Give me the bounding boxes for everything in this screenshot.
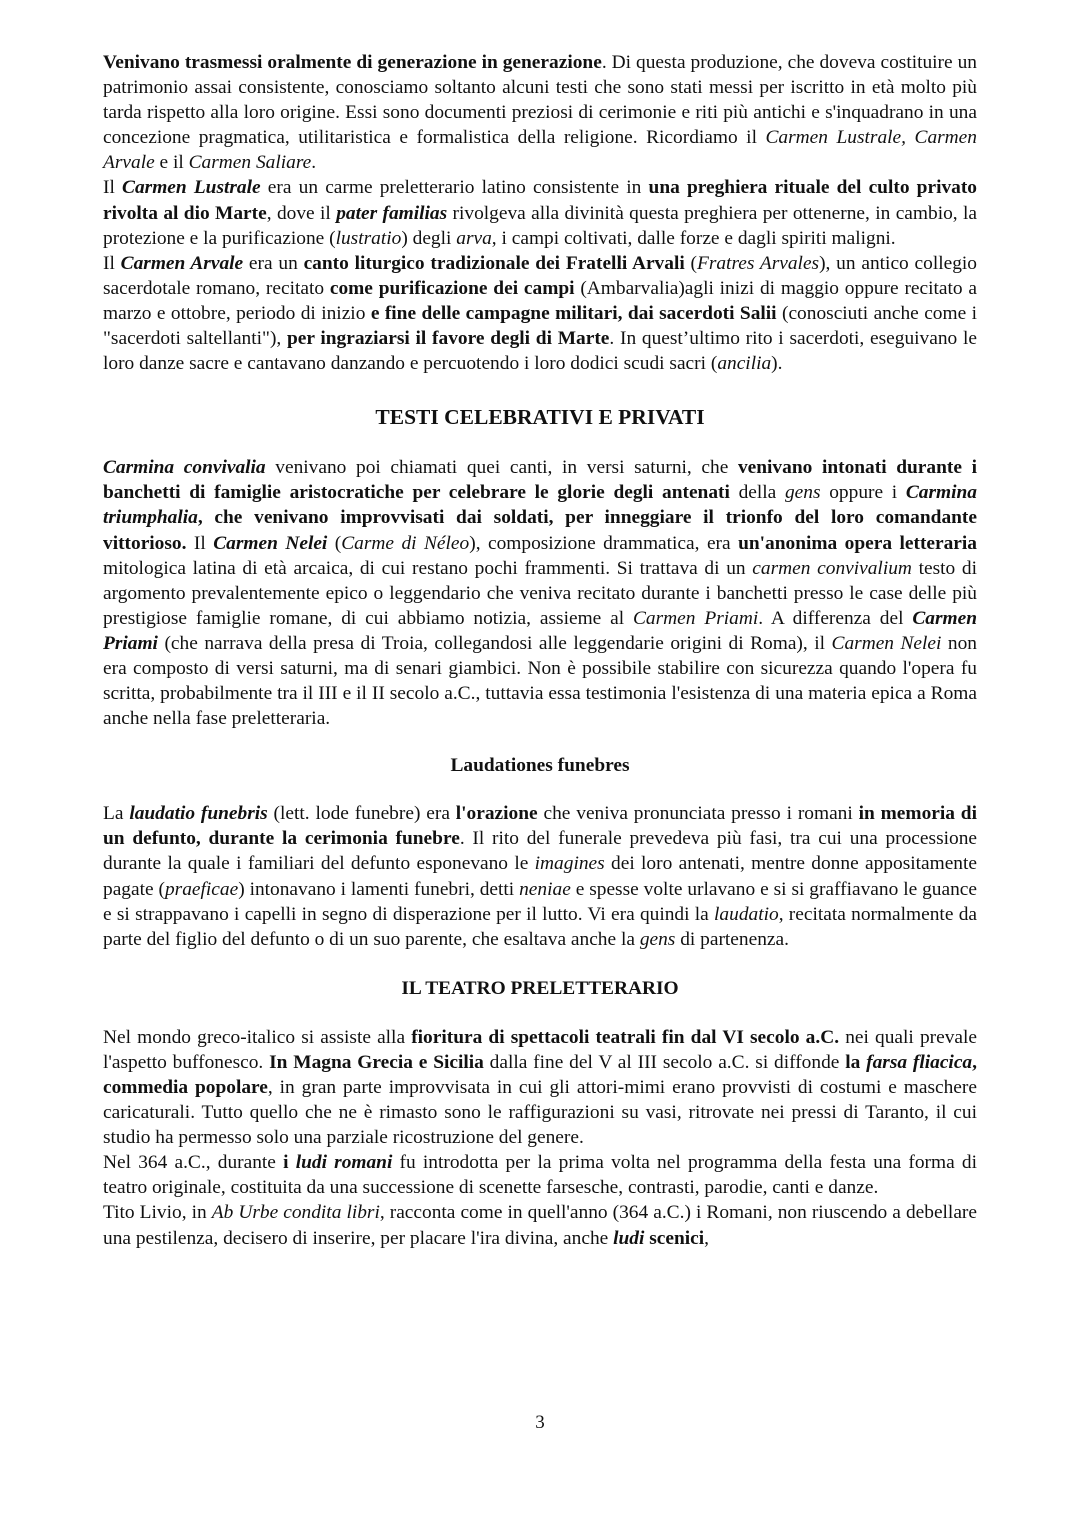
text-run: lustratio (335, 227, 402, 249)
text-run: laudatio (714, 903, 779, 925)
heading-laudationes-funebres: Laudationes funebres (450, 755, 630, 777)
text-run: canto liturgico tradizionale dei Fratelli Arvali (303, 252, 685, 274)
text-run: (Ambarvalia)agli inizi di maggio oppure recitato a marzo e ottobre, periodo di inizio (103, 277, 978, 324)
text-run: di partenenza. (675, 928, 789, 950)
text-run: farsa fliacica (866, 1051, 973, 1073)
paragraph-ludi-romani (103, 1150, 977, 1200)
text-run: , in gran parte improvvisata in cui gli attori-mimi erano provvisti di costumi e maschere caricaturali. Tutto quello che ne è rimasto sono le raffigurazioni su vasi, ritrovate nei pressi di Taranto, il cui studio ha permesso solo una parziale ricostruzione del genere. (103, 1077, 977, 1149)
paragraph-oral-tradition (103, 50, 977, 175)
text-run: ( (684, 252, 697, 274)
text-run: Il (186, 532, 214, 554)
paragraph-carmina-convivalia (103, 455, 977, 731)
text-run: Il (103, 177, 123, 199)
text-run: , (704, 1227, 710, 1249)
text-run: Fratres Arvales (696, 252, 820, 274)
text-run: venivano poi chiamati quei canti, in versi saturni, che (265, 457, 738, 479)
paragraph-carmen-arvale (103, 251, 977, 376)
text-run: oppure i (820, 482, 906, 504)
text-run: in memoria di un defunto, durante la cerimonia funebre (103, 803, 977, 850)
paragraph-tito-livio (103, 1200, 977, 1250)
text-run: gens (784, 482, 821, 504)
text-run: che veniva pronunciata presso i romani (537, 803, 859, 825)
text-run: per ingraziarsi il favore degli di Marte (287, 328, 610, 350)
text-run: non era composto di versi saturni, ma di senari giambici. Non è possibile stabilire con sicurezza quando l'opera fu scritta, probabilmente tra il III e il II secolo a.C., tuttavia essa testimonia l'esistenza di una materia epica a Roma anche nella fase preletteraria. (103, 632, 978, 730)
text-run: (che narrava della presa di Troia, collegandosi alle leggendarie origini di Roma), il (157, 632, 832, 654)
text-run: e spesse volte urlavano e si si graffiavano le guance e si strappavano i capelli in segno di disperazione per il lutto. Vi era quindi la (103, 878, 977, 925)
text-run: . In quest’ultimo rito i sacerdoti, eseguivano le loro danze sacre e cantavano danzando e percuotendo i loro dodici scudi sacri ( (103, 328, 977, 375)
text-run: Carmen Saliare (188, 152, 312, 174)
text-run: (conosciuti anche come i "sacerdoti saltellanti"), (103, 302, 977, 350)
paragraph-laudatio-funebris (103, 801, 977, 952)
text-run: Carme di Néleo (341, 532, 470, 554)
text-run: neniae (519, 878, 571, 900)
text-run: la (845, 1051, 867, 1073)
text-run: come purificazione dei campi (329, 277, 575, 299)
text-run: mitologica latina di età arcaica, di cui restano pochi frammenti. Si trattava di un (103, 557, 753, 579)
text-run: Carmen Priami (103, 607, 977, 654)
text-run: . Di questa produzione, che doveva costituire un patrimonio assai consistente, conosciamo soltanto alcuni testi che sono stati messi per iscritto in età molto più tarda rispetto alla loro origine. Essi sono documenti preziosi di cerimonie e riti più antichi e s'inquadrano in una concezione pragmatica, utilitaristica e formalistica della religione. Ricordiamo il (103, 52, 977, 149)
text-run: La (103, 803, 130, 825)
text-run: , dove il (266, 202, 337, 224)
text-run: , commedia popolare (103, 1051, 977, 1098)
text-run: ) intonavano i lamenti funebri, detti (238, 878, 520, 900)
text-run: . Il rito del funerale prevedeva più fasi, tra cui una processione durante la quale i familiari del defunto esponevano le (103, 828, 977, 875)
page-number: 3 (535, 1412, 545, 1433)
text-run: era un carme preletterario latino consistente in (260, 177, 649, 199)
text-run: In Magna Grecia e Sicilia (269, 1051, 484, 1073)
text-run: , racconta come in quell'anno (364 a.C.) i Romani, non riuscendo a debellare una pestilenza, decisero di inserire, per placare l'ira divina, anche (103, 1202, 977, 1249)
text-run: Venivano trasmessi oralmente di generazione in generazione (103, 52, 602, 73)
text-run: dei loro antenati, mentre donne appositamente pagate ( (103, 853, 978, 900)
text-run: ), un antico collegio sacerdotale romano, recitato (103, 252, 977, 299)
text-run: arva (456, 227, 492, 249)
text-run: ) degli (401, 227, 457, 249)
paragraph-carmen-lustrale (103, 175, 977, 250)
text-run: scenici (644, 1227, 705, 1249)
text-run: ludi (613, 1227, 645, 1249)
text-run: Carmina convivalia (103, 457, 266, 479)
text-run: Nel 364 a.C., durante (103, 1152, 284, 1174)
text-run: testo di argomento prevalentemente epico o leggendario che veniva recitato durante i banchetti presso le case delle più prestigiose famiglie romane, di cui abbiamo notizia, assieme al (103, 557, 977, 629)
text-run: fu introdotta per la prima volta nel programma della festa una forma di teatro originale, costituita da una successione di scenette farsesche, contrasti, parodie, canti e danze. (103, 1152, 977, 1199)
text-run: fioritura di spettacoli teatrali fin dal VI secolo a.C. (411, 1026, 840, 1048)
text-run: , i campi coltivati, dalle forze e dagli spiriti maligni. (491, 227, 896, 249)
text-run: l'orazione (455, 803, 538, 825)
text-run: , che venivano improvvisati dai soldati, per inneggiare il trionfo del loro comandante vittorioso. (103, 507, 977, 554)
text-run: una preghiera rituale del culto privato rivolta al dio Marte (103, 177, 977, 224)
text-run: e fine delle campagne militari, dai sacerdoti Salii (370, 302, 777, 324)
text-run: Carmen Lustrale (122, 177, 261, 199)
text-run: ( (327, 532, 342, 554)
text-run: , recitata normalmente da parte del figlio del defunto o di un suo parente, che esaltava anche la (103, 903, 977, 950)
text-run: dalla fine del V al III secolo a.C. si diffonde (483, 1051, 846, 1073)
text-run: ancilia (717, 353, 772, 375)
text-run: laudatio funebris (129, 803, 268, 825)
text-run: imagines (534, 853, 605, 875)
text-run: Carmen Lustrale, Carmen Arvale (103, 127, 977, 174)
document-page (103, 50, 977, 1251)
heading-testi-celebrativi: TESTI CELEBRATIVI E PRIVATI (375, 405, 705, 430)
text-run: venivano intonati durante i banchetti di famiglie aristocratiche per celebrare le glorie degli antenati (103, 457, 977, 504)
text-run: carmen convivalium (752, 557, 912, 579)
text-run: pater familias (336, 202, 448, 224)
text-run: (lett. lode funebre) era (267, 803, 456, 825)
text-run: praeficae (164, 878, 239, 900)
text-run: Carmen Nelei (831, 632, 942, 654)
heading-teatro-preletterario: IL TEATRO PRELETTERARIO (401, 977, 679, 999)
text-run: Carmen Arvale (120, 252, 244, 274)
text-run: ludi romani (295, 1152, 393, 1174)
paragraph-teatro-greco-italico (103, 1025, 977, 1150)
text-run: ), composizione drammatica, era (469, 532, 739, 554)
text-run: Il (103, 252, 121, 274)
text-run: . (311, 152, 317, 174)
text-run: Tito Livio, in (103, 1202, 212, 1224)
text-run: Carmen Priami (633, 607, 759, 629)
text-run: Carmina triumphalia (103, 482, 977, 529)
text-run: rivolgeva alla divinità questa preghiera per ottenerne, in cambio, la protezione e la purificazione ( (103, 202, 978, 249)
text-run: era un (243, 252, 304, 274)
text-run: nei quali prevale l'aspetto buffonesco. (103, 1026, 977, 1073)
text-run: Carmen Nelei (213, 532, 328, 554)
text-run: gens (639, 928, 676, 950)
text-run: . A differenza del (758, 607, 913, 629)
text-run: Nel mondo greco-italico si assiste alla (103, 1026, 412, 1048)
text-run: ). (771, 353, 783, 375)
text-run: i (283, 1152, 296, 1174)
text-run: Ab Urbe condita libri (211, 1202, 380, 1224)
text-run: un'anonima opera letteraria (738, 532, 977, 554)
text-run: e il (154, 152, 189, 174)
text-run: della (729, 482, 785, 504)
